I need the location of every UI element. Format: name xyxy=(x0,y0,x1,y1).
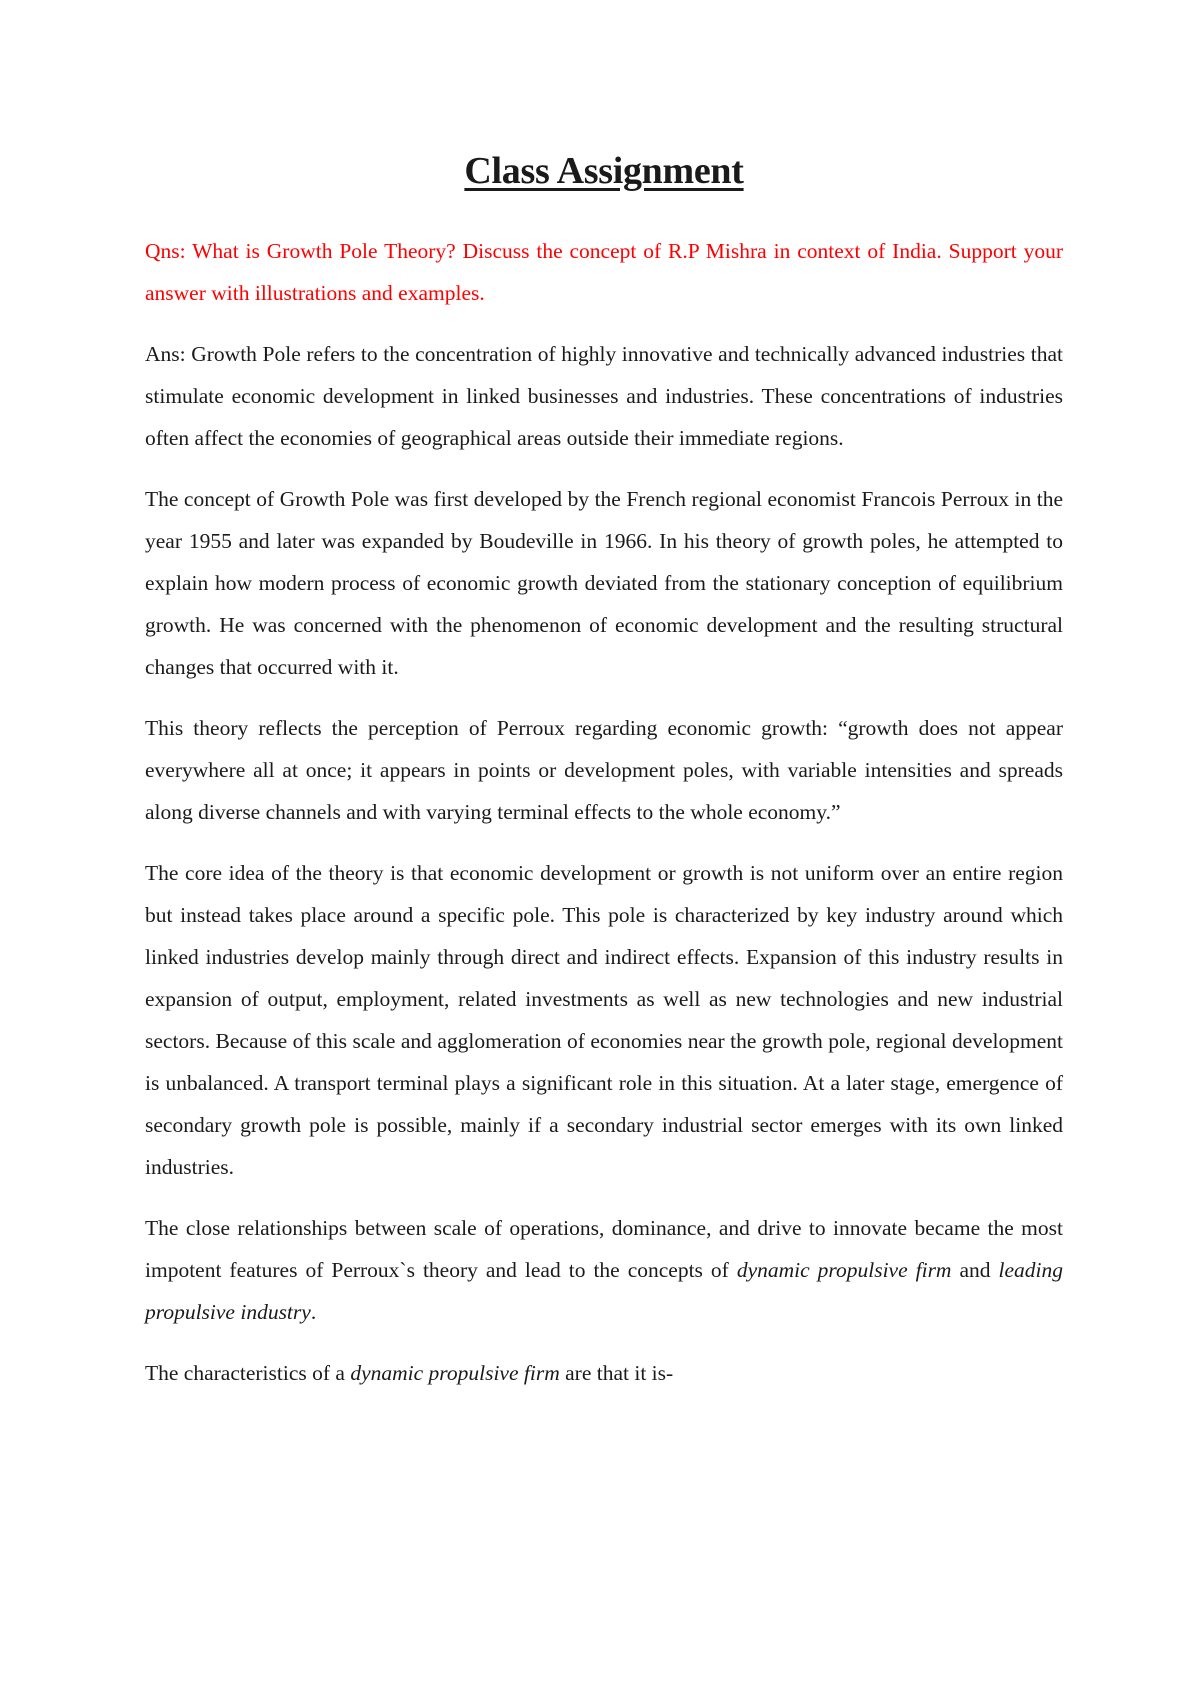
paragraph-6-text-2: are that it is- xyxy=(559,1361,674,1385)
document-body xyxy=(145,230,1063,1413)
paragraph-6-text-1: The characteristics of a xyxy=(145,1361,351,1385)
answer-paragraph-3: This theory reflects the perception of Perroux regarding economic growth: “growth does not appear everywhere all at once; it appears in points or development poles, with variable intensities and spreads along diverse channels and with varying terminal effects to the whole economy.” xyxy=(145,716,1063,824)
answer-paragraph-4: The core idea of the theory is that economic development or growth is not uniform over an entire region but instead takes place around a specific pole. This pole is characterized by key industry around which linked industries develop mainly through direct and indirect effects. Expansion of this industry results in expansion of output, employment, related investments as well as new technologies and new industrial sectors. Because of this scale and agglomeration of economies near the growth pole, regional development is unbalanced. A transport terminal plays a significant role in this situation. At a later stage, emergence of secondary growth pole is possible, mainly if a secondary industrial sector emerges with its own linked industries. xyxy=(145,861,1063,1179)
answer-paragraph-1: Ans: Growth Pole refers to the concentration of highly innovative and technically advanced industries that stimulate economic development in linked businesses and industries. These concentrations of industries often affect the economies of geographical areas outside their immediate regions. xyxy=(145,342,1063,450)
document-title: Class Assignment xyxy=(464,150,744,192)
term-leading-propulsive-industry: leading propulsive industry xyxy=(145,1258,1064,1324)
answer-paragraph-6 xyxy=(145,1352,1063,1394)
term-dynamic-propulsive-firm-2: dynamic propulsive firm xyxy=(350,1361,560,1385)
paragraph-5-text-3: . xyxy=(310,1300,317,1324)
term-dynamic-propulsive-firm: dynamic propulsive firm xyxy=(736,1258,952,1282)
question-paragraph: Qns: What is Growth Pole Theory? Discuss the concept of R.P Mishra in context of India. Support your answer with illustrations and examples. xyxy=(145,239,1063,305)
paragraph-5-text-2: and xyxy=(951,1258,999,1282)
answer-paragraph-2: The concept of Growth Pole was first developed by the French regional economist Francois Perroux in the year 1955 and later was expanded by Boudeville in 1966. In his theory of growth poles, he attempted to explain how modern process of economic growth deviated from the stationary conception of equilibrium growth. He was concerned with the phenomenon of economic development and the resulting structural changes that occurred with it. xyxy=(145,487,1063,679)
paragraph-5-text-1: The close relationships between scale of operations, dominance, and drive to innovate became the most impotent features of Perroux`s theory and lead to the concepts of xyxy=(145,1216,1063,1282)
answer-paragraph-5 xyxy=(145,1207,1063,1333)
